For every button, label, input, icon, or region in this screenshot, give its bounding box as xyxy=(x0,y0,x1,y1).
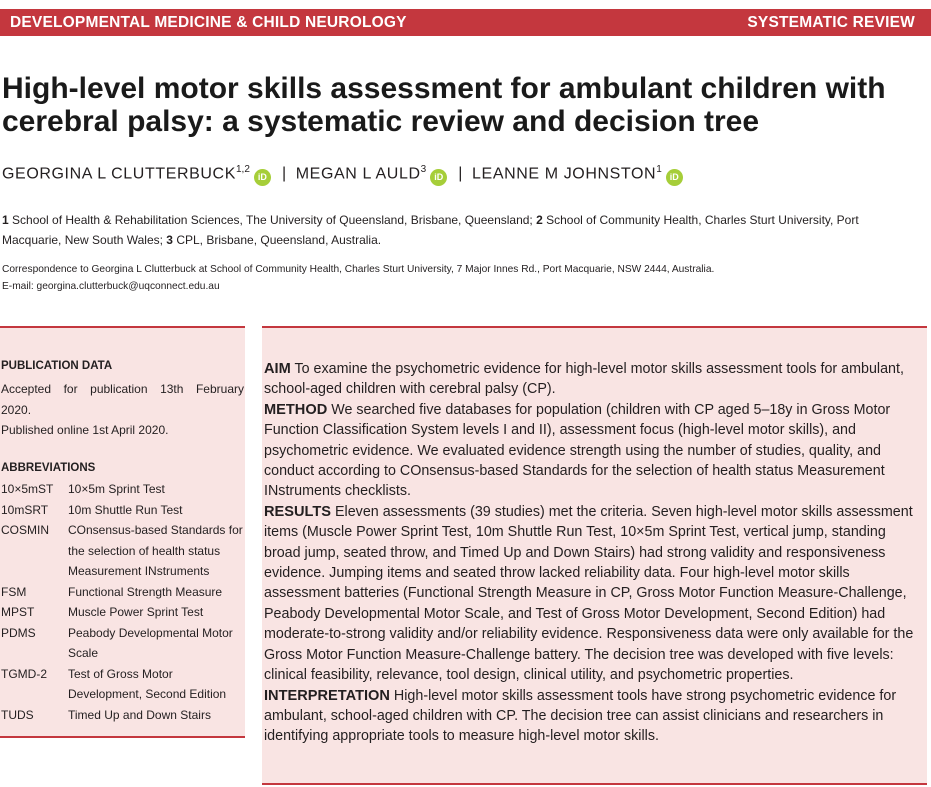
abbreviation-row xyxy=(1,520,245,582)
author-separator: | xyxy=(458,165,463,183)
abstract-body: High-level motor skills assessment tools have strong psychometric evidence for ambulant, school-aged children with CP. The decision tree can assist clinicians and researchers in identifying appropriate tools to measure high-level motor skills. xyxy=(264,687,897,745)
publication-data xyxy=(1,379,244,441)
abstract-method xyxy=(264,400,924,502)
abbreviation-term: PDMS xyxy=(1,625,36,640)
abbreviation-definition: COnsensus-based Standards for the selection of health status Measurement INstruments xyxy=(68,523,243,578)
abbreviation-row xyxy=(1,479,245,500)
abbreviation-term: MPST xyxy=(1,605,35,619)
abstract-label: METHOD xyxy=(264,401,328,418)
abstract-label: AIM xyxy=(264,361,291,377)
author-affiliation-mark: 1 xyxy=(656,164,662,175)
abbreviation-row xyxy=(1,664,245,705)
abstract-aim xyxy=(264,359,924,400)
abstract-body: Eleven assessments (39 studies) met the criteria. Seven high-level motor skills assessment items (Muscle Power Sprint Test, 10m Shuttle Run Test, 10×5m Sprint Test, vertical jump, standing broad jump, seated throw, and Timed Up and Down Stairs) had strong validity and responsiveness evidence. Jumping items and seated throw lacked reliability data. Four high-level motor skills assessment batteries (Functional Strength Measure in CP, Gross Motor Function Measure-Challenge, Peabody Developmental Motor Scale, and Test of Gross Motor Development, Second Edition) had moderate-to-strong validity and/or reliability evidence. Responsiveness data were only available for the Gross Motor Function Measure-Challenge battery. The decision tree was developed with five levels: clinical feasibility, relevance, tool design, clinical utility, and psychometric properties. xyxy=(264,503,914,684)
abbreviation-term: COSMIN xyxy=(1,523,49,537)
affiliations xyxy=(2,210,907,250)
abstract-body: To examine the psychometric evidence for high-level motor skills assessment tools for ambulant, school-aged children with cerebral palsy (CP). xyxy=(264,361,904,398)
author-name: MEGAN L AULD xyxy=(295,165,421,183)
correspondence-address: Correspondence to Georgina L Clutterbuck at School of Community Health, Charles Sturt University, 7 Major Innes Rd., Port Macquarie, NSW 2444, Australia. xyxy=(2,264,715,275)
orcid-icon[interactable]: iD xyxy=(430,169,447,186)
abbreviations-list xyxy=(1,479,245,725)
abstract-interpretation xyxy=(264,686,924,747)
author-name: GEORGINA L CLUTTERBUCK xyxy=(2,165,236,183)
correspondence-block xyxy=(2,261,714,295)
abbreviation-definition: 10×5m Sprint Test xyxy=(68,482,165,496)
abbreviation-definition: 10m Shuttle Run Test xyxy=(68,502,183,517)
affiliation-number: 1 xyxy=(2,213,9,227)
abbreviations-heading: ABBREVIATIONS xyxy=(1,462,96,474)
orcid-icon[interactable]: iD xyxy=(254,169,271,186)
correspondence-email[interactable]: E-mail: georgina.clutterbuck@uqconnect.edu.au xyxy=(2,281,220,292)
abbreviation-definition: Test of Gross Motor Development, Second Edition xyxy=(68,666,227,701)
abbreviation-term: TUDS xyxy=(1,707,34,722)
abstract-text xyxy=(264,359,924,747)
abbreviation-definition: Muscle Power Sprint Test xyxy=(68,605,204,619)
accepted-date-line: 2020. xyxy=(1,402,32,417)
affiliation-number: 2 xyxy=(536,213,543,227)
abbreviation-definition: Functional Strength Measure xyxy=(68,584,223,599)
author-affiliation-mark: 1,2 xyxy=(235,164,250,175)
abbreviation-term: TGMD-2 xyxy=(1,666,47,681)
title-line-2: cerebral palsy: a systematic review and decision tree xyxy=(2,105,760,138)
publication-data-heading: PUBLICATION DATA xyxy=(1,360,113,372)
affiliation-text: CPL, Brisbane, Queensland, Australia. xyxy=(172,233,382,247)
author-separator: | xyxy=(281,165,287,183)
author-name: LEANNE M JOHNSTON xyxy=(472,165,657,183)
abstract-panel xyxy=(262,326,927,785)
abbreviation-definition: Peabody Developmental Motor Scale xyxy=(68,625,233,660)
affiliation-text: School of Community Health, Charles Sturt University, Port Macquarie, New South Wales; xyxy=(2,213,859,247)
abstract-label: INTERPRETATION xyxy=(264,687,390,704)
affiliation-text: School of Health & Rehabilitation Sciences, The University of Queensland, Brisbane, Queensland; xyxy=(8,213,537,227)
author-affiliation-mark: 3 xyxy=(420,164,427,175)
title-line-1: High-level motor skills assessment for ambulant children with xyxy=(2,72,886,105)
abbreviation-row xyxy=(1,705,245,726)
journal-name: DEVELOPMENTAL MEDICINE & CHILD NEUROLOGY xyxy=(10,14,407,31)
article-title xyxy=(2,72,922,138)
sidebar-panel xyxy=(0,326,245,738)
abstract-body: We searched five databases for population (children with CP aged 5–18y in Gross Motor Function Classification System levels I and II), assessment focus (high-level motor skills), and psychometric evidence. We evaluated evidence strength using the number of studies, quality, and conduct according to COnsensus-based Standards for the selection of health status Measurement INstruments checklists. xyxy=(264,401,891,500)
abbreviation-term: 10×5mST xyxy=(1,482,54,496)
abbreviation-row xyxy=(1,623,245,664)
article-type: SYSTEMATIC REVIEW xyxy=(747,14,915,31)
published-date-line: Published online 1st April 2020. xyxy=(1,423,169,437)
orcid-icon[interactable]: iD xyxy=(666,169,683,186)
abbreviation-row xyxy=(1,602,245,623)
journal-header-bar xyxy=(0,9,931,36)
abbreviation-definition: Timed Up and Down Stairs xyxy=(68,707,211,722)
affiliation-number: 3 xyxy=(166,233,173,247)
author-list xyxy=(2,164,685,186)
abbreviation-row xyxy=(1,582,245,603)
abbreviation-term: FSM xyxy=(1,584,27,599)
abstract-results xyxy=(264,502,924,686)
accepted-date-line: Accepted for publication 13th February xyxy=(1,382,244,396)
abstract-label: RESULTS xyxy=(264,503,332,520)
abbreviation-row xyxy=(1,500,245,521)
abbreviation-term: 10mSRT xyxy=(1,502,49,517)
